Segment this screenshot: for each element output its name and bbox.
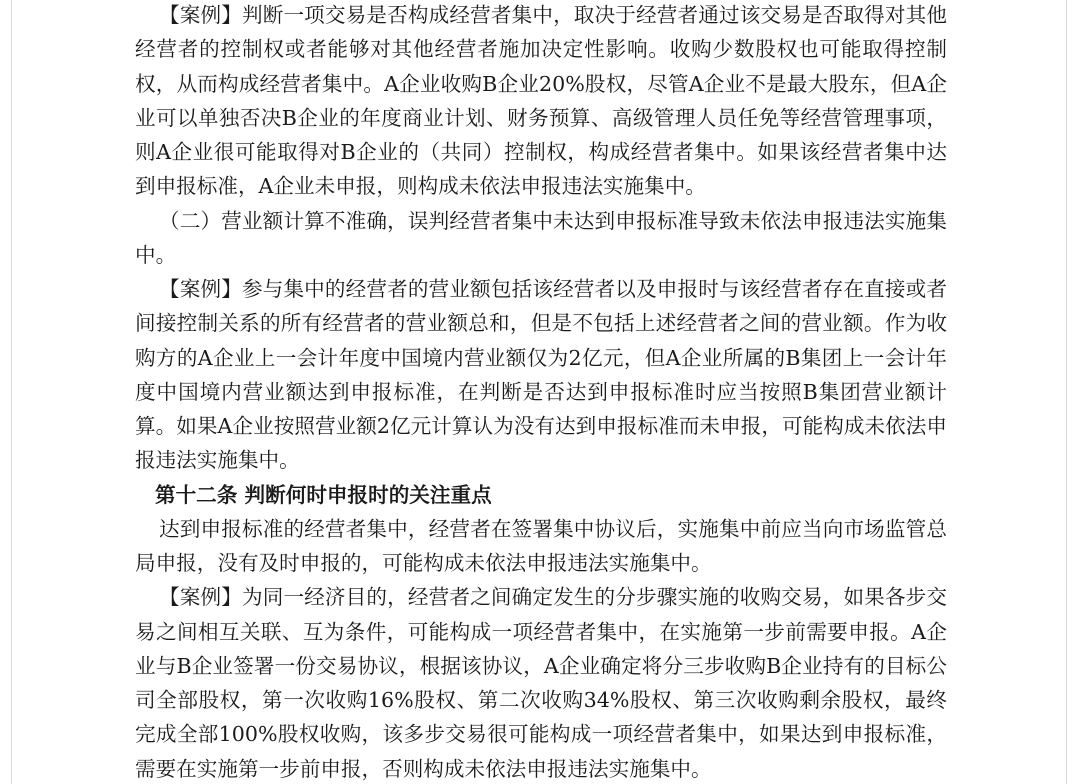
right-page-border [1066, 0, 1067, 784]
case-paragraph-control-rights: 【案例】判断一项交易是否构成经营者集中，取决于经营者通过该交易是否取得对其他经营者的控制权或者能够对其他经营者施加决定性影响。收购少数股权也可能取得控制权，从而构成经营者集中。A企业收购B企业20%股权，尽管A企业不是最大股东，但A企业可以单独否决B企业的年度商业计划、财务预算、高级管理人员任免等经营管理事项，则A企业很可能取得对B企业的（共同）控制权，构成经营者集中。如果该经营者集中达到申报标准，A企业未申报，则构成未依法申报违法实施集中。 [135, 3, 947, 199]
paragraph-filing-timing: 达到申报标准的经营者集中，经营者在签署集中协议后，实施集中前应当向市场监管总局申报，没有及时申报的，可能构成未依法申报违法实施集中。 [135, 516, 947, 575]
left-page-border [11, 0, 12, 784]
section-paragraph-turnover-calculation: （二）营业额计算不准确，误判经营者集中未达到申报标准导致未依法申报违法实施集中。 [135, 208, 947, 267]
case-paragraph-group-turnover: 【案例】参与集中的经营者的营业额包括该经营者以及申报时与该经营者存在直接或者间接控制关系的所有经营者的营业额总和，但是不包括上述经营者之间的营业额。作为收购方的A企业上一会计年度中国境内营业额仅为2亿元，但A企业所属的B集团上一会计年度中国境内营业额达到申报标准，在判断是否达到申报标准时应当按照B集团营业额计算。如果A企业按照营业额2亿元计算认为没有达到申报标准而未申报，可能构成未依法申报违法实施集中。 [135, 277, 947, 473]
article-heading: 第十二条 判断何时申报时的关注重点 [155, 482, 492, 507]
document-body [135, 0, 947, 784]
case-paragraph-multistep-transaction: 【案例】为同一经济目的，经营者之间确定发生的分步骤实施的收购交易，如果各步交易之间相互关联、互为条件，可能构成一项经营者集中，在实施第一步前需要申报。A企业与B企业签署一份交易协议，根据该协议，A企业确定将分三步收购B企业持有的目标公司全部股权，第一次收购16%股权、第二次收购34%股权、第三次收购剩余股权，最终完成全部100%股权收购，该多步交易很可能构成一项经营者集中，如果达到申报标准，需要在实施第一步前申报，否则构成未依法申报违法实施集中。 [135, 585, 947, 781]
